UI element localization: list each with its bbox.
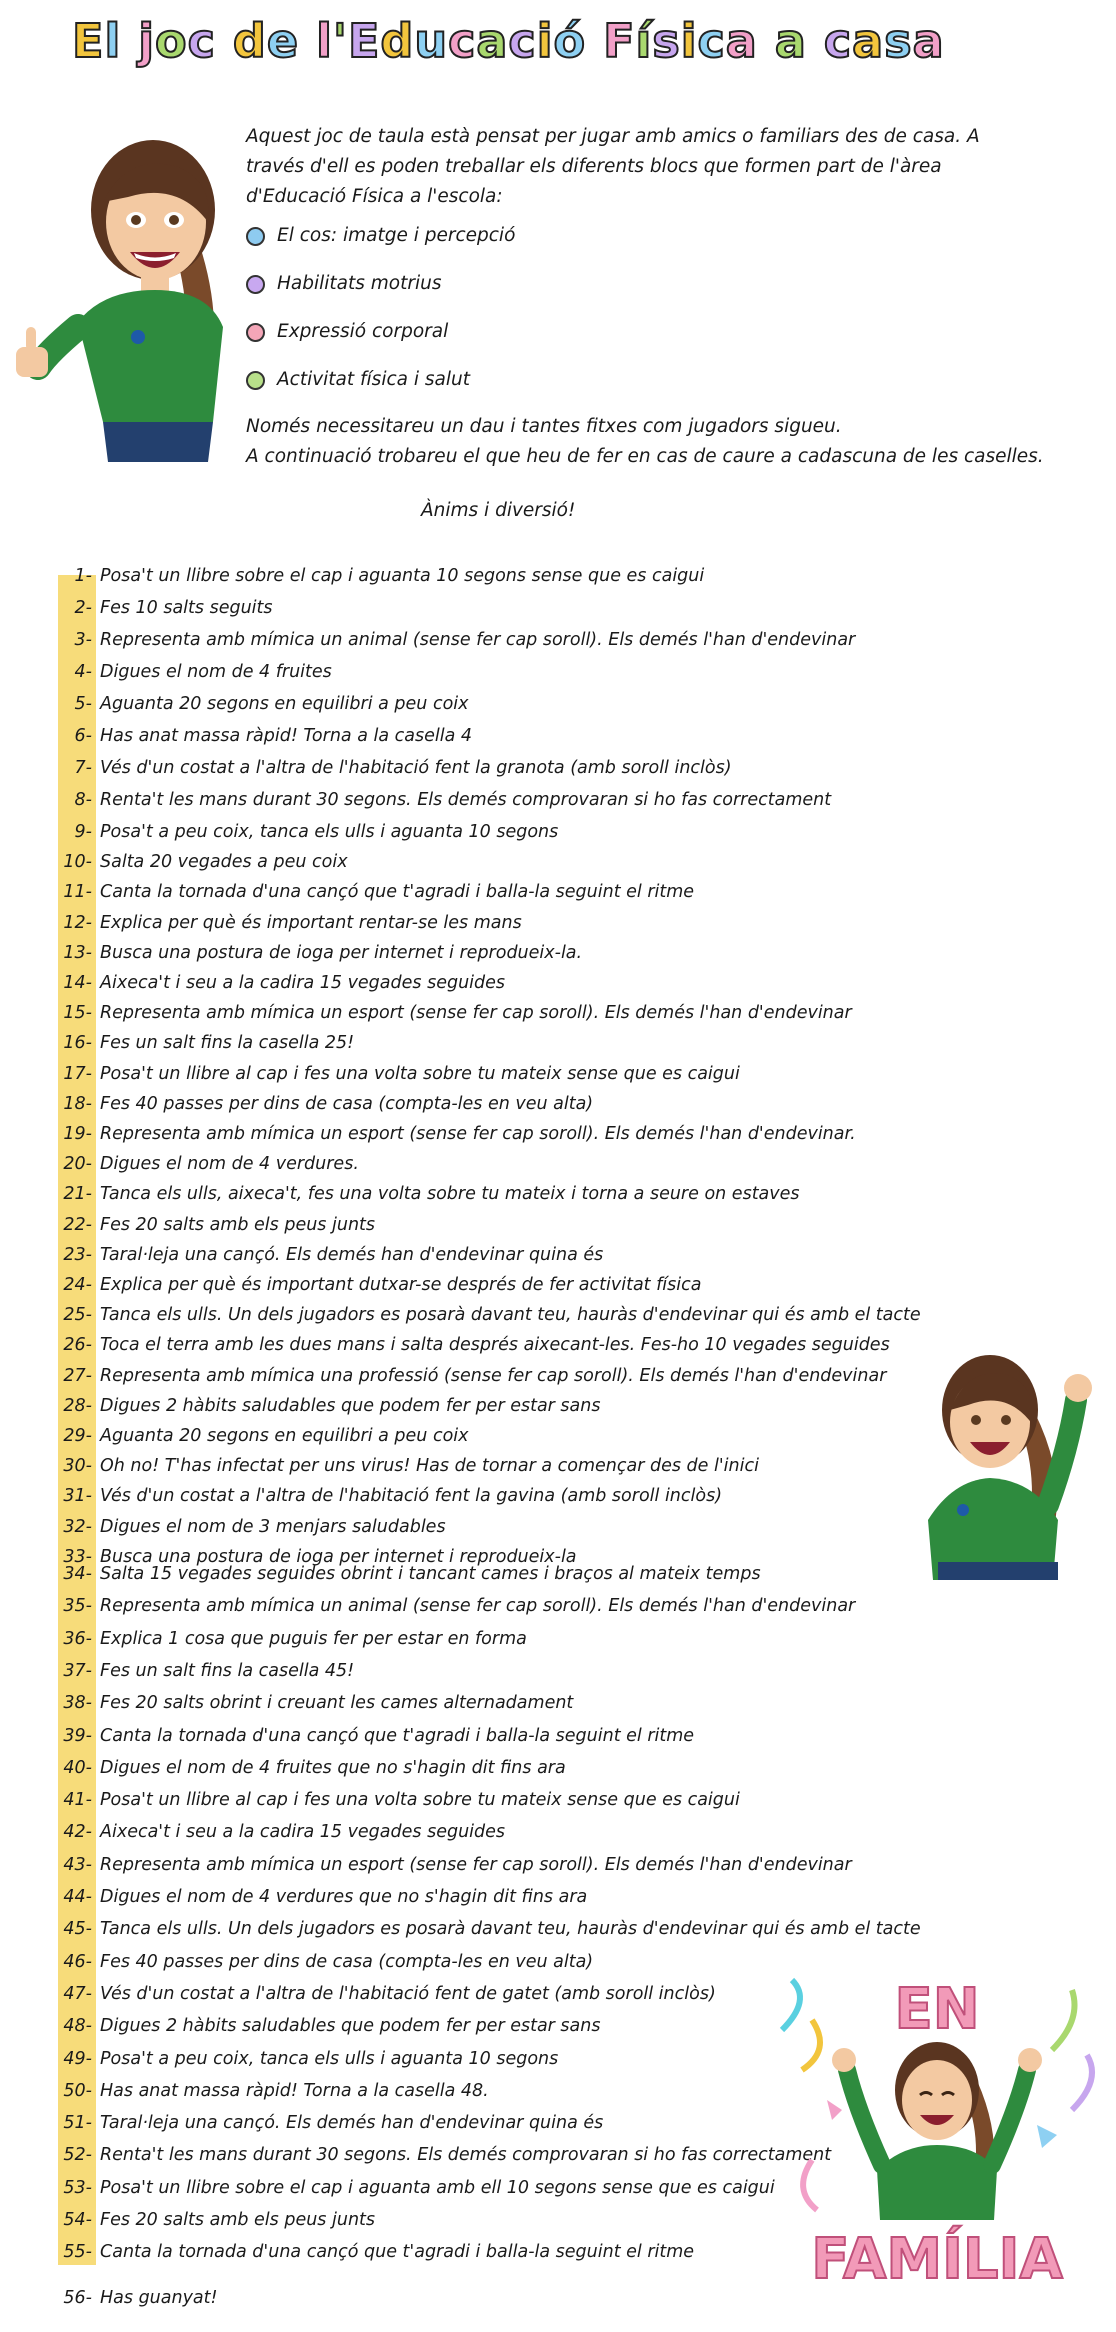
square-text: Renta't les mans durant 30 segons. Els demés comprovaran si ho fas correctament bbox=[100, 2145, 832, 2166]
areas-list bbox=[246, 212, 1076, 404]
square-number: 1- bbox=[74, 566, 92, 586]
square-number: 10- bbox=[63, 852, 92, 873]
square-number: 21- bbox=[63, 1184, 92, 1205]
square-item bbox=[60, 1421, 469, 1451]
square-number: 5- bbox=[74, 694, 92, 714]
square-item bbox=[60, 1089, 593, 1119]
square-number: 12- bbox=[63, 912, 92, 933]
square-item bbox=[60, 1591, 855, 1621]
square-text: Aixeca't i seu a la cadira 15 vegades seguides bbox=[100, 973, 506, 993]
square-number: 7- bbox=[74, 758, 92, 778]
square-item bbox=[60, 2044, 558, 2074]
square-text: Digues el nom de 4 verdures que no s'hagin dit fins ara bbox=[100, 1887, 588, 1907]
square-number: 37- bbox=[63, 1660, 92, 1681]
square-item bbox=[60, 1785, 740, 1815]
badge-line-2: FAMÍLIA bbox=[811, 2227, 1063, 2290]
square-text: Tanca els ulls. Un dels jugadors es posarà davant teu, hauràs d'endevinar qui és amb el tacte bbox=[100, 1305, 921, 1326]
square-text: Salta 20 vegades a peu coix bbox=[100, 852, 348, 873]
square-item bbox=[60, 753, 732, 783]
square-text: Canta la tornada d'una cançó que t'agradi i balla-la seguint el ritme bbox=[100, 882, 695, 903]
square-text: Posa't a peu coix, tanca els ulls i aguanta 10 segons bbox=[100, 822, 559, 842]
square-text: Canta la tornada d'una cançó que t'agradi i balla-la seguint el ritme bbox=[100, 2242, 695, 2263]
square-text: Fes 40 passes per dins de casa (compta-les en veu alta) bbox=[100, 1093, 594, 1114]
square-text: Posa't un llibre sobre el cap i aguanta amb ell 10 segons sense que es caigui bbox=[100, 2177, 775, 2198]
square-text: Fes 20 salts obrint i creuant les cames alternadament bbox=[100, 1693, 574, 1714]
square-item bbox=[60, 1624, 527, 1654]
square-number: 9- bbox=[74, 822, 92, 842]
square-number: 33- bbox=[63, 1546, 92, 1567]
square-text: Fes 10 salts seguits bbox=[100, 598, 273, 618]
square-number: 8- bbox=[74, 790, 92, 810]
square-item bbox=[60, 1947, 593, 1977]
square-text: Has guanyat! bbox=[100, 2288, 218, 2308]
square-number: 53- bbox=[63, 2177, 92, 2198]
square-item bbox=[60, 1882, 587, 1912]
square-text: Taral·leja una cançó. Els demés han d'endevinar quina és bbox=[100, 2113, 604, 2134]
square-text: Has anat massa ràpid! Torna a la casella 48. bbox=[100, 2080, 489, 2101]
square-number: 47- bbox=[63, 1983, 92, 2004]
page-title: El joc de l'Educació Física a casa bbox=[72, 14, 945, 68]
square-number: 43- bbox=[63, 1854, 92, 1875]
needs-line-1: Només necessitareu un dau i tantes fitxes com jugadors sigueu. bbox=[246, 416, 842, 437]
needs-line-2: A continuació trobareu el que heu de fer en cas de caure a cadascuna de les caselles. bbox=[246, 446, 1044, 467]
square-number: 54- bbox=[63, 2210, 92, 2230]
square-text: Renta't les mans durant 30 segons. Els demés comprovaran si ho fas correctament bbox=[100, 790, 832, 810]
square-number: 44- bbox=[63, 1887, 92, 1907]
square-number: 34- bbox=[63, 1564, 92, 1584]
square-number: 27- bbox=[63, 1365, 92, 1386]
square-number: 17- bbox=[63, 1063, 92, 1084]
square-item bbox=[60, 1850, 852, 1880]
square-item bbox=[60, 847, 348, 877]
square-item bbox=[60, 1753, 566, 1783]
avatar-thumbs-up bbox=[8, 122, 238, 462]
circle-bullet-icon bbox=[246, 371, 265, 390]
square-number: 29- bbox=[63, 1426, 92, 1446]
area-label: El cos: imatge i percepció bbox=[277, 225, 516, 246]
square-number: 55- bbox=[63, 2242, 92, 2263]
square-number: 26- bbox=[63, 1335, 92, 1356]
square-text: Vés d'un costat a l'altra de l'habitació fent la gavina (amb soroll inclòs) bbox=[100, 1486, 723, 1507]
circle-bullet-icon bbox=[246, 275, 265, 294]
square-text: Aguanta 20 segons en equilibri a peu coix bbox=[100, 1426, 469, 1446]
square-number: 48- bbox=[63, 2016, 92, 2037]
square-item bbox=[60, 1481, 722, 1511]
square-text: Digues el nom de 3 menjars saludables bbox=[100, 1516, 446, 1537]
intro-paragraph: Aquest joc de taula està pensat per jugar amb amics o familiars des de casa. A través d'ell es poden treballar els diferents blocs que formen part de l'àrea d'Educació Física a l'escola: bbox=[246, 126, 980, 207]
square-item bbox=[60, 1361, 886, 1391]
square-item bbox=[60, 625, 855, 655]
square-item bbox=[60, 2076, 489, 2106]
square-text: Fes 20 salts amb els peus junts bbox=[100, 1214, 376, 1235]
area-item bbox=[246, 308, 1076, 356]
square-number: 56- bbox=[63, 2288, 92, 2308]
square-number: 35- bbox=[63, 1596, 92, 1617]
square-number: 39- bbox=[63, 1725, 92, 1746]
area-label: Habilitats motrius bbox=[277, 273, 442, 294]
square-number: 50- bbox=[63, 2080, 92, 2101]
square-number: 45- bbox=[63, 1919, 92, 1940]
intro-section bbox=[246, 122, 1076, 526]
circle-bullet-icon bbox=[246, 227, 265, 246]
square-item bbox=[60, 785, 831, 815]
square-item bbox=[60, 2011, 600, 2041]
square-number: 11- bbox=[63, 882, 92, 903]
square-number: 28- bbox=[63, 1395, 92, 1416]
square-text: Posa't a peu coix, tanca els ulls i aguanta 10 segons bbox=[100, 2048, 559, 2069]
square-item bbox=[60, 1270, 701, 1300]
square-text: Digues el nom de 4 fruites que no s'hagin dit fins ara bbox=[100, 1757, 566, 1778]
square-item bbox=[60, 1300, 921, 1330]
square-number: 23- bbox=[63, 1244, 92, 1265]
square-number: 6- bbox=[74, 726, 92, 746]
square-text: Salta 15 vegades seguides obrint i tancant cames i braços al mateix temps bbox=[100, 1564, 761, 1584]
square-text: Posa't un llibre al cap i fes una volta sobre tu mateix sense que es caigui bbox=[100, 1790, 740, 1811]
square-item bbox=[60, 1979, 716, 2009]
square-text: Digues 2 hàbits saludables que podem fer per estar sans bbox=[100, 2016, 601, 2037]
square-item bbox=[60, 1179, 800, 1209]
square-number: 40- bbox=[63, 1757, 92, 1778]
square-number: 3- bbox=[74, 630, 92, 650]
square-item bbox=[60, 1688, 573, 1718]
square-text: Representa amb mímica un esport (sense fer cap soroll). Els demés l'han d'endevinar. bbox=[100, 1124, 856, 1144]
square-text: Posa't un llibre al cap i fes una volta sobre tu mateix sense que es caigui bbox=[100, 1063, 740, 1084]
square-number: 25- bbox=[63, 1305, 92, 1326]
square-text: Posa't un llibre sobre el cap i aguanta 10 segons sense que es caigui bbox=[100, 566, 705, 586]
square-item bbox=[60, 877, 694, 907]
square-item bbox=[60, 1817, 505, 1847]
square-item bbox=[60, 1210, 375, 1240]
square-item bbox=[60, 1721, 694, 1751]
square-item bbox=[60, 2237, 694, 2267]
square-text: Tanca els ulls, aixeca't, fes una volta sobre tu mateix i torna a seure on estaves bbox=[100, 1184, 800, 1205]
square-text: Fes un salt fins la casella 25! bbox=[100, 1033, 355, 1054]
square-text: Tanca els ulls. Un dels jugadors es posarà davant teu, hauràs d'endevinar qui és amb el tacte bbox=[100, 1919, 921, 1940]
square-number: 30- bbox=[63, 1456, 92, 1477]
square-number: 22- bbox=[63, 1214, 92, 1235]
square-text: Representa amb mímica una professió (sense fer cap soroll). Els demés l'han d'endevinar bbox=[100, 1365, 887, 1386]
square-item bbox=[60, 908, 522, 938]
square-text: Aguanta 20 segons en equilibri a peu coix bbox=[100, 694, 469, 714]
area-label: Activitat física i salut bbox=[277, 369, 470, 390]
square-item bbox=[60, 1559, 761, 1589]
square-text: Representa amb mímica un animal (sense fer cap soroll). Els demés l'han d'endevinar bbox=[100, 630, 856, 650]
square-item bbox=[60, 2140, 831, 2170]
square-number: 41- bbox=[63, 1790, 92, 1811]
square-item bbox=[60, 1149, 359, 1179]
square-text: Representa amb mímica un esport (sense fer cap soroll). Els demés l'han d'endevinar bbox=[100, 1854, 852, 1875]
square-text: Explica per què és important rentar-se les mans bbox=[100, 912, 522, 933]
square-text: Fes un salt fins la casella 45! bbox=[100, 1660, 355, 1681]
square-item bbox=[60, 998, 852, 1028]
square-item bbox=[60, 2173, 775, 2203]
square-number: 51- bbox=[63, 2113, 92, 2134]
square-number: 14- bbox=[63, 973, 92, 993]
square-text: Digues el nom de 4 verdures. bbox=[100, 1154, 359, 1175]
square-text: Explica 1 cosa que puguis fer per estar en forma bbox=[100, 1628, 527, 1649]
square-number: 2- bbox=[74, 598, 92, 618]
square-item bbox=[60, 1330, 890, 1360]
circle-bullet-icon bbox=[246, 323, 265, 342]
area-item bbox=[246, 260, 1076, 308]
square-item bbox=[60, 968, 505, 998]
square-item bbox=[60, 817, 558, 847]
square-text: Aixeca't i seu a la cadira 15 vegades seguides bbox=[100, 1822, 506, 1843]
square-text: Toca el terra amb les dues mans i salta després aixecant-les. Fes-ho 10 vegades seguides bbox=[100, 1335, 890, 1356]
square-number: 36- bbox=[63, 1628, 92, 1649]
square-text: Taral·leja una cançó. Els demés han d'endevinar quina és bbox=[100, 1244, 604, 1265]
square-number: 16- bbox=[63, 1033, 92, 1054]
square-text: Busca una postura de ioga per internet i reprodueix-la bbox=[100, 1546, 577, 1567]
square-number: 13- bbox=[63, 942, 92, 963]
square-item bbox=[60, 1240, 603, 1270]
area-item bbox=[246, 356, 1076, 404]
square-number: 31- bbox=[63, 1486, 92, 1507]
square-number: 20- bbox=[63, 1154, 92, 1175]
square-text: Oh no! T'has infectat per uns virus! Has de tornar a començar des de l'inici bbox=[100, 1456, 759, 1477]
square-item bbox=[60, 1451, 759, 1481]
square-number: 15- bbox=[63, 1003, 92, 1024]
square-text: Explica per què és important dutxar-se després de fer activitat física bbox=[100, 1275, 702, 1295]
square-item bbox=[60, 2283, 218, 2313]
square-item bbox=[60, 1656, 354, 1686]
square-text: Representa amb mímica un esport (sense fer cap soroll). Els demés l'han d'endevinar bbox=[100, 1003, 852, 1024]
square-text: Vés d'un costat a l'altra de l'habitació fent de gatet (amb soroll inclòs) bbox=[100, 1983, 716, 2004]
square-item bbox=[60, 721, 472, 751]
avatar-cheering bbox=[898, 1340, 1098, 1580]
square-item bbox=[60, 1512, 446, 1542]
badge-line-1: EN bbox=[894, 1977, 980, 2042]
square-number: 4- bbox=[74, 662, 92, 682]
area-item bbox=[246, 212, 1076, 260]
square-text: Representa amb mímica un animal (sense fer cap soroll). Els demés l'han d'endevinar bbox=[100, 1596, 856, 1617]
square-number: 24- bbox=[63, 1275, 92, 1295]
area-label: Expressió corporal bbox=[277, 321, 449, 342]
square-number: 38- bbox=[63, 1693, 92, 1714]
square-text: Canta la tornada d'una cançó que t'agradi i balla-la seguint el ritme bbox=[100, 1725, 695, 1746]
square-item bbox=[60, 2205, 375, 2235]
square-item bbox=[60, 657, 332, 687]
square-item bbox=[60, 1028, 354, 1058]
square-item bbox=[60, 689, 469, 719]
square-text: Fes 20 salts amb els peus junts bbox=[100, 2210, 376, 2230]
square-number: 52- bbox=[63, 2145, 92, 2166]
square-text: Digues el nom de 4 fruites bbox=[100, 662, 332, 682]
square-item bbox=[60, 1059, 740, 1089]
square-text: Digues 2 hàbits saludables que podem fer per estar sans bbox=[100, 1395, 601, 1416]
square-item bbox=[60, 1914, 921, 1944]
square-text: Busca una postura de ioga per internet i reprodueix-la. bbox=[100, 942, 583, 963]
square-text: Vés d'un costat a l'altra de l'habitació fent la granota (amb soroll inclòs) bbox=[100, 758, 732, 778]
square-number: 32- bbox=[63, 1516, 92, 1537]
square-item bbox=[60, 561, 704, 591]
square-number: 49- bbox=[63, 2048, 92, 2069]
square-number: 19- bbox=[63, 1124, 92, 1144]
en-familia-badge bbox=[772, 1960, 1102, 2290]
square-number: 18- bbox=[63, 1093, 92, 1114]
square-item bbox=[60, 1391, 600, 1421]
square-number: 42- bbox=[63, 1822, 92, 1843]
square-item bbox=[60, 593, 273, 623]
square-text: Has anat massa ràpid! Torna a la casella 4 bbox=[100, 726, 473, 746]
wish-text: Ànims i diversió! bbox=[421, 500, 576, 521]
square-item bbox=[60, 2108, 603, 2138]
square-number: 46- bbox=[63, 1951, 92, 1972]
square-item bbox=[60, 1119, 856, 1149]
square-item bbox=[60, 938, 582, 968]
square-text: Fes 40 passes per dins de casa (compta-les en veu alta) bbox=[100, 1951, 594, 1972]
